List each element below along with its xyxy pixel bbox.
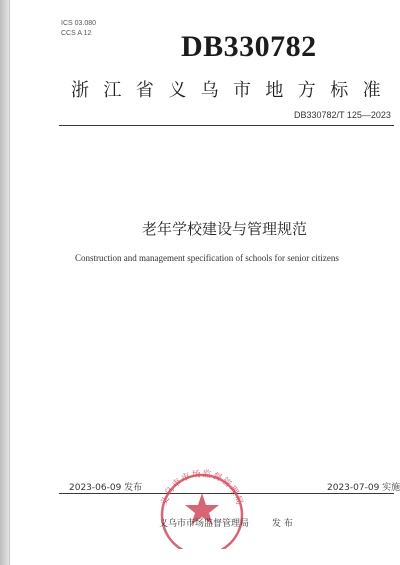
ics-code: ICS 03.080	[61, 20, 97, 27]
ccs-code: CCS A 12	[61, 30, 92, 37]
header-divider	[59, 125, 394, 126]
scan-edge	[0, 0, 9, 565]
document-title-zh: 老年学校建设与管理规范	[142, 220, 308, 238]
document-page	[9, 0, 400, 565]
standard-number: DB330782/T 125—2023	[294, 110, 391, 120]
issuer-name: 义乌市市场监督管理局	[159, 519, 250, 529]
standard-code: DB330782	[181, 30, 317, 63]
issuer-action: 发 布	[272, 519, 293, 529]
release-date: 2023-06-09 发布	[69, 483, 143, 493]
official-seal	[151, 463, 253, 549]
document-title-en: Construction and management specification of schools for senior citizens	[75, 253, 339, 263]
standard-title: 浙江省义乌市地方标准	[71, 80, 395, 101]
implementation-date: 2023-07-09 实施	[327, 483, 400, 493]
seal-text: 义乌市市场监督管理局	[159, 469, 245, 508]
